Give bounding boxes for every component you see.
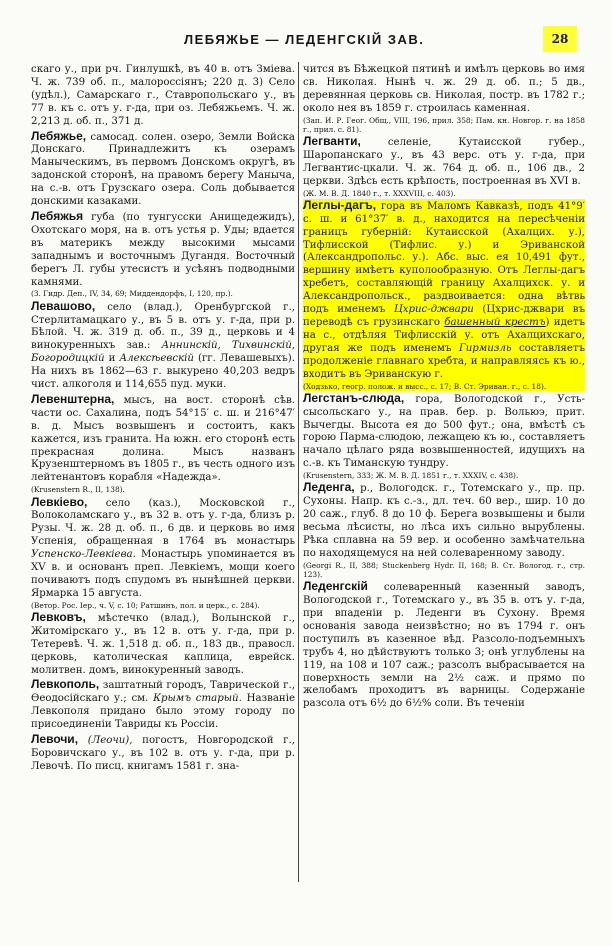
entry-levkov xyxy=(31,611,295,678)
entry-body: самосад. солен. озеро, Земли Войска Донскаго. Принадлежитъ къ озерамъ Маныческимъ, въ первомъ Донскомъ округѣ, въ задонской сторонѣ, на правомъ берегу Маныча, на с.-в. отъ Грузскаго озера. Соль добывается донскими казаками. xyxy=(31,131,295,208)
entry-body: мысъ, на вост. сторонѣ сѣв. части ос. Сахалина, подъ 54°15′ с. ш. и 216°47′ в. д. Мысъ возвышенъ и состоитъ, какъ кажется, изъ гранита. На южн. его сторонѣ есть прекрасная долина. Мысъ названъ Крузенштерномъ въ 1805 г., въ честь одного изъ лейтенантовъ корабля «Надежда». xyxy=(31,394,295,484)
entry-body: гора въ Маломъ Кавказѣ, подъ 41°9′ с. ш. и 61°37′ в. д., находится на пересѣченіи границъ губерній: Кутаисской (Ахалцих. у.), Тифлисской (Тифлис. у.) и Эриванской (Александропольс. у.). Абс. выс. ея 10,491 фут., вершину имѣетъ куполообразную. Отъ Леглы-дагъ хребетъ, составляющій границу Ахалцихск. у. и Александропольск., раздвоивается: одна вѣтвь подъ именемъ xyxy=(303,200,585,316)
entry-source: (Ходзько, геогр. полож. и высс., с. 17; В. Ст. Эриван. г., с. 18). xyxy=(303,381,547,391)
entry-headword: Левковъ, xyxy=(31,609,86,624)
entry-italic: Гирмизль xyxy=(458,342,512,354)
entry-headword: Левкополь, xyxy=(31,677,100,692)
entry-italic: (Леочи), xyxy=(87,735,133,747)
entry-body: мѣстечко (влад.), Волынской г., Житомірскаго у., въ 12 в. отъ у. г-да, при р. Тетеревѣ. Ч. ж. 1,518 д. об. п., 183 дв., правосл. церковь, католическая каплица, еврейск. молитвен. домъ, винокуренный заводъ. xyxy=(31,612,295,676)
entry-continuation xyxy=(31,64,295,129)
entry-source: (З. Гидр. Деп., IV, 34, 69; Миддендорфъ, I, 120, пр.). xyxy=(31,289,233,299)
entry-levashovo xyxy=(31,300,295,392)
entry-source: (Krusenstern, 333; Ж. М. В. Д. 1851 г., т. XXXIV, с. 438). xyxy=(303,471,519,481)
entry-body: селеніе, Кутаисской губер., Шаропанскаго у., въ 43 верс. отъ у. г-да, при Легвантис-цкали. Ч. ж. 764 д. об. п., 106 дв., 2 церкви. Здѣсь есть крѣпость, построенная въ XVI в. xyxy=(303,137,585,187)
entry-legstan-slyuda xyxy=(303,392,585,481)
entry-body: солеваренный казенный заводъ, Вологодской г., Тотемскаго у., въ 35 в. отъ у. г-да, при впаденіи р. Леденги въ Сухону. Время основанія завода неизвѣстно; но въ 1794 г. онъ поступилъ въ казенное вѣд. Разсоло-подъемныхъ трубъ 4, но дѣйствуютъ только 3; онѣ углублены на 119, на 108 и 107 саж.; разсолъ выбрасывается на поверхность земли на 2½ саж. и прямо по желобамъ проходитъ въ варницы. Содержаніе разсола отъ 6½ до 6½% соли. Въ теченіи xyxy=(303,582,585,710)
entry-italic: Аннинскій, Тихвинскій, Богородицкій xyxy=(31,340,295,365)
entry-source: (Ж. М. В. Д. 1840 г., т. XXXVIII, с. 403). xyxy=(303,188,456,198)
entry-source: (Ветор. Рос. Іер., ч. V, с. 10; Ратшинъ, пол. и церк., с. 284). xyxy=(31,600,260,610)
entry-headword: Легстанъ-слюда, xyxy=(303,390,405,405)
entry-source: (Зап. И. Р. Геог. Общ., VIII, 196, прил. 358; Пам. кн. Новгор. г. на 1858 г., прил. с. 81). xyxy=(303,115,585,134)
entry-headword: Леденгскій xyxy=(303,579,368,594)
entry-levkopol xyxy=(31,678,295,732)
entry-body: погостъ, Новгородской г., Боровичскаго у., въ 102 в. отъ у. г-да, при р. Левочѣ. По писц. книгамъ 1581 г. зна- xyxy=(31,735,295,772)
entry-body: заштатный городъ, Таврической г., Ѳеодосійскаго у.; см. xyxy=(31,680,295,705)
left-column xyxy=(31,64,295,938)
entry-italic: Крымъ старый. xyxy=(153,693,242,705)
entry-body: село (влад.), Оренбургской г., Стерлитамацкаго у., въ 5 в. отъ у. г-да, при р. Бѣлой. Ч. ж. 319 д. об. п., 39 д., церковь и 4 винокуренныхъ зав.: xyxy=(31,301,295,352)
entry-body: Монастырь упоминается въ XV в. и основанъ преп. Левкіемъ, мощи коего почиваютъ подъ спудомъ въ нынѣшней церкви. Ярмарка 15 августа. xyxy=(31,549,295,599)
entry-italic: башенный крестъ xyxy=(444,317,546,329)
entry-body: чится въ Бѣжецкой пятинѣ и имѣлъ церковь во имя св. Николая. Нынѣ ч. ж. 29 д. об. п.; 5 дв., деревянная церковь св. Николая, постр. въ 1782 г.; около нея въ 1859 г. строилась каменная. xyxy=(303,64,585,114)
entry-headword: Левенштерна, xyxy=(31,391,115,406)
entry-legvanti xyxy=(303,135,585,198)
entry-headword: Левочи, xyxy=(31,732,79,747)
entry-body: гора, Вологодской г., Усть-сысольскаго у., на прав. бер. р. Вольюэ, прит. Вычегды. Высота ея до 500 фут.; она, вмѣстѣ съ горою Парма-слюдою, лежащею къ ю., составляетъ начало цѣлаго ряда возвышенностей, идущихъ на с.-в. къ Тиманскую тундру. xyxy=(303,393,585,470)
entry-italic: Успенско-Левкіева. xyxy=(31,549,136,561)
entry-levkievo xyxy=(31,496,295,610)
entry-headword: Леглы-дагъ, xyxy=(303,197,377,212)
entry-body: (Цхрис-джвари въ переводѣ съ грузинскаго xyxy=(303,304,585,329)
entry-italic: Алексѣевскій xyxy=(119,353,194,365)
page-number: 28 xyxy=(543,26,577,52)
entry-body: составляетъ продолженіе главнаго хребта, и направляясь къ ю., входитъ въ Эриванскую г. xyxy=(303,342,585,380)
right-column xyxy=(303,64,585,938)
entry-body: (гг. Левашевыхъ). На нихъ въ 1862—63 г. выкурено 40,203 ведръ чист. алкоголя и 114,655 пуд. муки. xyxy=(31,353,295,391)
entry-body: и xyxy=(104,353,120,365)
entry-body: село (каз.), Московской г., Волоколамскаго у., въ 32 в. отъ у. г-да, близъ р. Рузы. Ч. ж. 28 д. об. п., 6 дв. и церковь во имя Успенія, обращенная в 1764 въ монастырь xyxy=(31,497,295,548)
entry-lebyazhya-bay xyxy=(31,210,295,299)
column-divider xyxy=(298,62,299,882)
entry-headword: Лебяжья xyxy=(31,208,84,223)
page-header xyxy=(0,0,611,52)
entry-continuation xyxy=(303,64,585,134)
entry-ledenga xyxy=(303,481,585,579)
entry-levochi xyxy=(31,733,295,774)
entry-italic: Цхрис-джвари xyxy=(393,304,474,316)
entry-headword: Левкіево, xyxy=(31,494,88,509)
entry-headword: Леденга, xyxy=(303,480,355,495)
entry-body: ) идетъ на с., отдѣляя Тифлисскій у. отъ Ахалцихскаго, другая же подъ именемъ xyxy=(303,317,585,354)
entry-legly-dag-highlighted xyxy=(303,199,585,391)
running-title: ЛЕБЯЖЬЕ — ЛЕДЕНГСКІЙ ЗАВ. xyxy=(184,32,425,47)
entry-body: р., Вологодск. г., Тотемскаго у., пр. пр. Сухоны. Напр. къ с.-з., дл. теч. 60 вер., шир. 10 до 20 саж., глуб. 8 до 10 ф. Берега возвышены и были весьма лѣсисты, но лѣса ихъ сильно вырублены. Рѣка сплавна на 59 вер. и особенно замѣчательна по находящемуся на ней солеваренному заводу. xyxy=(303,483,585,559)
entry-source: (Krusenstern R., II, 138). xyxy=(31,485,125,495)
entry-source: (Georgi R., II, 388; Stuckenberg Hydr. II, 168; В. Ст. Вологод. г., стр. 123). xyxy=(303,560,585,580)
entry-headword: Легванти, xyxy=(303,134,361,149)
entry-lebyazhye-lake xyxy=(31,130,295,209)
entry-body: Названіе Левкополя придано было этому городу по присоединеніи Тавриды къ Россіи. xyxy=(31,693,295,731)
entry-ledengsky-zavod xyxy=(303,580,585,711)
entry-headword: Лебяжье, xyxy=(31,128,87,143)
entry-body: скаго у., при рч. Гинлушкѣ, въ 40 в. отъ Зміева. Ч. ж. 739 об. п., малороссіянъ; 220 д. 3) Село (удѣл.), Самарскаго г., Ставропольскаго у., въ 77 в. къ с. отъ у. г-да, при оз. Лебяжьемъ. Ч. ж. 2,213 д. об. п., 371 д. xyxy=(31,64,295,127)
entry-headword: Левашово, xyxy=(31,298,96,313)
entry-body: губа (по тунгусски Анищедежидъ), Охотскаго моря, на в. отъ устья р. Уды; вдается въ материкъ между высокими мысами западнымъ и восточнымъ Дугандя. Восточный берегъ Л. губы утесистъ и усѣянъ подводными камнями. xyxy=(31,211,295,288)
entry-levenshterna xyxy=(31,393,295,495)
